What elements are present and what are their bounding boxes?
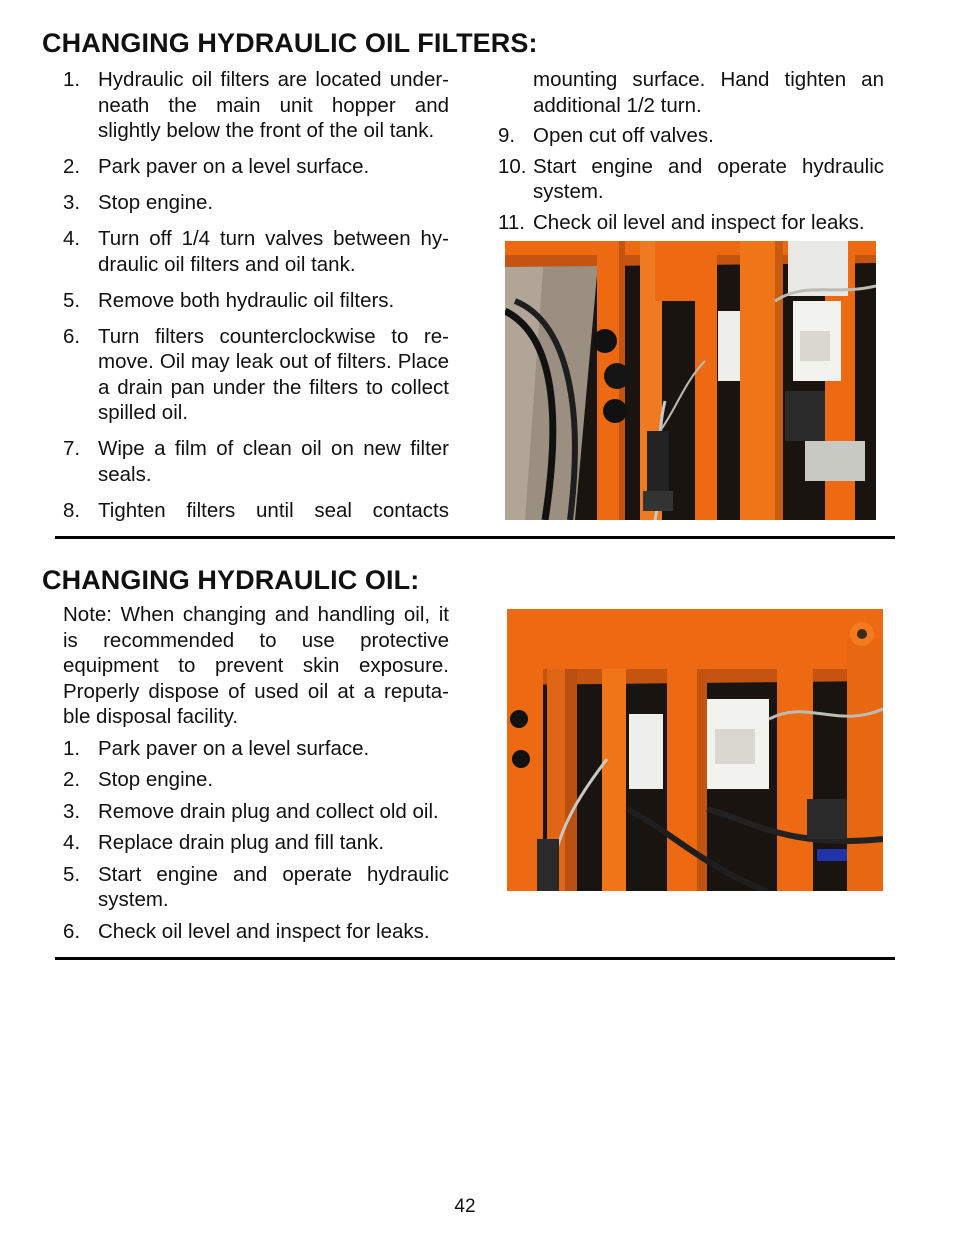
list-item: 3. Remove drain plug and collect old oil. [63,799,439,823]
list-item: 5. Remove both hydraulic oil filters. [63,288,395,312]
section-title-oil: CHANGING HYDRAULIC OIL: [42,565,420,595]
list-item: 7. Wipe a film of clean oil on new filter seals. [63,437,449,486]
list-item: 5. Start engine and operate hydraulic system. [63,862,449,911]
list-item-continuation: mounting surface. Hand tighten an additional 1/2 turn. [533,68,884,117]
hydraulic-tank-photo [507,609,883,891]
list-item: 8. Tighten filters until seal contacts [63,498,449,522]
list-item: 6. Check oil level and inspect for leaks. [63,919,430,943]
list-item: 1. Park paver on a level surface. [63,736,370,760]
filter-steps-column-right [498,67,884,235]
hydraulic-filters-photo [505,241,876,520]
list-item: 4. Replace drain plug and fill tank. [63,831,385,854]
filter-steps-column-left [63,67,449,523]
list-item: 4. Turn off 1/4 turn valves between hy-draulic oil filters and oil tank. [63,227,449,276]
page-number: 42 [454,1196,476,1217]
list-item: 2. Park paver on a level surface. [63,155,370,178]
section-divider [55,536,895,539]
section-title-filters: CHANGING HYDRAULIC OIL FILTERS: [42,28,538,58]
list-item: 11. Check oil level and inspect for leaks. [498,210,865,234]
section-divider [55,957,895,960]
list-item: 6. Turn filters counterclockwise to re-move. Oil may leak out of filters. Place a drain pan under the filters to collect spilled oil. [63,324,449,424]
safety-note: Note: When changing and handling oil, it is recommended to use protective equipment to prevent skin exposure. Properly dispose of used oil at a reputa-ble disposal facility. [63,603,449,728]
list-item: 3. Stop engine. [63,191,214,214]
oil-steps-column [63,602,449,944]
list-item: 9. Open cut off valves. [498,124,714,147]
list-item: 2. Stop engine. [63,768,214,791]
list-item: 1. Hydraulic oil filters are located under-neath the main unit hopper and slightly below the front of the oil tank. [63,68,449,142]
list-item: 10. Start engine and operate hydraulic system. [498,154,884,203]
